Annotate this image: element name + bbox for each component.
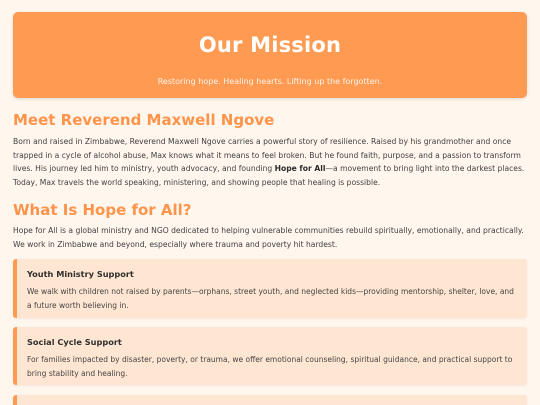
program-card-title: Social Cycle Support xyxy=(27,337,122,347)
bio-text-end: —a movement to bring light into the darkest places. Today, Max travels the world speaking, ministering, and showing people that healing is possible. xyxy=(13,164,525,187)
hero-title: Our Mission xyxy=(198,33,342,57)
bio-text-start: Born and raised in Zimbabwe, Reverend Maxwell Ngove carries a powerful story of resilience. Raised by his grandmother and once trapped in a cycle of alcohol abuse, Max knows what it means to feel broken. But he found faith, purpose, and a passion to transform lives. His journey led him to ministry, youth advocacy, and founding xyxy=(13,137,521,173)
bio-paragraph xyxy=(13,135,527,189)
program-card-social-cycle xyxy=(13,327,527,385)
program-card-youth-ministry xyxy=(13,259,527,318)
bio-bold-org-name: Hope for All xyxy=(274,164,326,173)
program-card-partial xyxy=(13,395,527,405)
about-section-heading: What Is Hope for All? xyxy=(13,201,192,219)
program-card-title: Youth Ministry Support xyxy=(27,269,134,279)
hero-tagline: Restoring hope. Healing hearts. Lifting up the forgotten. xyxy=(157,77,383,86)
bio-section-heading: Meet Reverend Maxwell Ngove xyxy=(13,111,275,129)
program-card-body: We walk with children not raised by parents—orphans, street youth, and neglected kids—providing mentorship, shelter, love, and a future worth believing in. xyxy=(27,287,514,310)
program-card-body: For families impacted by disaster, poverty, or trauma, we offer emotional counseling, spiritual guidance, and practical support to bring stability and healing. xyxy=(27,355,513,378)
mission-hero-banner xyxy=(13,12,527,98)
about-paragraph: Hope for All is a global ministry and NGO dedicated to helping vulnerable communities rebuild spiritually, emotionally, and practically. We work in Zimbabwe and beyond, especially where trauma and poverty hit hardest. xyxy=(13,226,524,249)
